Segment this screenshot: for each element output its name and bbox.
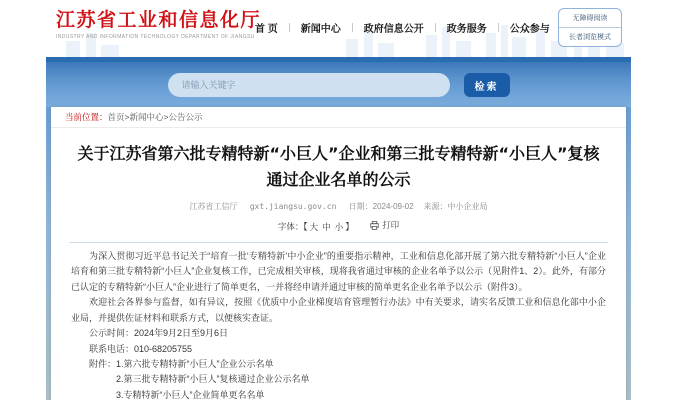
article-title: 关于江苏省第六批专精特新“小巨人”企业和第三批专精特新“小巨人”复核通过企业名单的公示 <box>77 144 600 189</box>
publicity-period: 公示时间：2024年9月2日至9月6日 <box>89 328 229 339</box>
article-paragraph: 为深入贯彻习近平总书记关于“培育一批‘专精特新’中小企业”的重要指示精神，工业和信息化部开展了第六批专精特新“小巨人”企业培育和第三批专精特新“小巨人”企业复核工作，已完成相关审核，现将我省通过审核的企业名单予以公示（见附件1、2）。此外，有部分已认定的专精特新“小巨人”企业进行了简单更名，一并将经申请并通过审核的简单更名企业名单予以公示（附件3）。 <box>71 250 606 292</box>
font-size-large-button[interactable]: 大 <box>309 221 319 232</box>
accessibility-tools <box>558 8 622 47</box>
attachment-item-1[interactable]: 附件：1.第六批专精特新“小巨人”企业公示名单 <box>89 358 274 369</box>
search-input[interactable] <box>168 73 450 97</box>
site-header <box>46 0 631 57</box>
nav-item-services[interactable]: 政务服务 <box>446 24 487 35</box>
font-size-controls <box>71 219 606 233</box>
accessibility-reading-button[interactable]: 无障碍阅读 <box>572 15 608 22</box>
font-size-label: 字体：【 <box>277 221 308 232</box>
search-bar <box>46 73 631 97</box>
font-size-small-button[interactable]: 小 <box>334 221 344 232</box>
search-button[interactable]: 检索 <box>464 73 510 97</box>
nav-item-gov-info[interactable]: 政府信息公开 <box>363 24 424 35</box>
meta-date: 日期：2024-09-02 <box>348 202 414 212</box>
nav-item-news[interactable]: 新闻中心 <box>300 24 341 35</box>
font-size-close-bracket: 】 <box>345 221 354 232</box>
breadcrumb <box>51 107 626 128</box>
attachment-item-2[interactable]: 2.第三批专精特新“小巨人”复核通过企业公示名单 <box>116 374 310 385</box>
nav-item-participation[interactable]: 公众参与 <box>509 24 550 35</box>
article-paragraph: 欢迎社会各界参与监督，如有异议，按照《优质中小企业梯度培育管理暂行办法》中有关要求，请实名反馈工业和信息化部中小企业局，并提供佐证材料和联系方式，以便核实查证。 <box>71 297 606 323</box>
article-body <box>71 249 606 400</box>
article-divider <box>69 242 608 243</box>
printer-icon <box>370 221 379 230</box>
elder-mode-button[interactable]: 长者浏览模式 <box>559 27 621 46</box>
content-card <box>51 107 626 400</box>
nav-item-home[interactable]: 首 页 <box>255 24 278 35</box>
meta-department: 江苏省工信厅 <box>189 202 238 212</box>
main-nav <box>244 20 561 35</box>
contact-phone: 联系电话：010-68205755 <box>89 343 193 354</box>
print-button[interactable] <box>370 219 399 231</box>
attachment-item-3[interactable]: 3.专精特新“小巨人”企业简单更名名单 <box>116 389 265 400</box>
font-size-medium-button[interactable]: 中 <box>322 221 331 232</box>
meta-source: 来源：中小企业局 <box>423 202 488 212</box>
breadcrumb-prefix: 当前位置： <box>65 112 108 122</box>
site-logo-title: 江苏省工业和信息化厅 <box>56 9 262 31</box>
site-logo-subtitle: INDUSTRY AND INFORMATION TECHNOLOGY DEPARTMENT OF JIANGSU <box>56 33 255 40</box>
site-logo[interactable] <box>56 9 261 40</box>
article <box>51 141 626 400</box>
search-band <box>46 57 631 107</box>
article-meta <box>71 201 606 212</box>
breadcrumb-path[interactable]: 首页>新闻中心>公告公示 <box>107 112 203 122</box>
site-body <box>46 0 631 400</box>
meta-website: gxt.jiangsu.gov.cn <box>249 202 337 212</box>
print-label: 打印 <box>382 220 400 231</box>
